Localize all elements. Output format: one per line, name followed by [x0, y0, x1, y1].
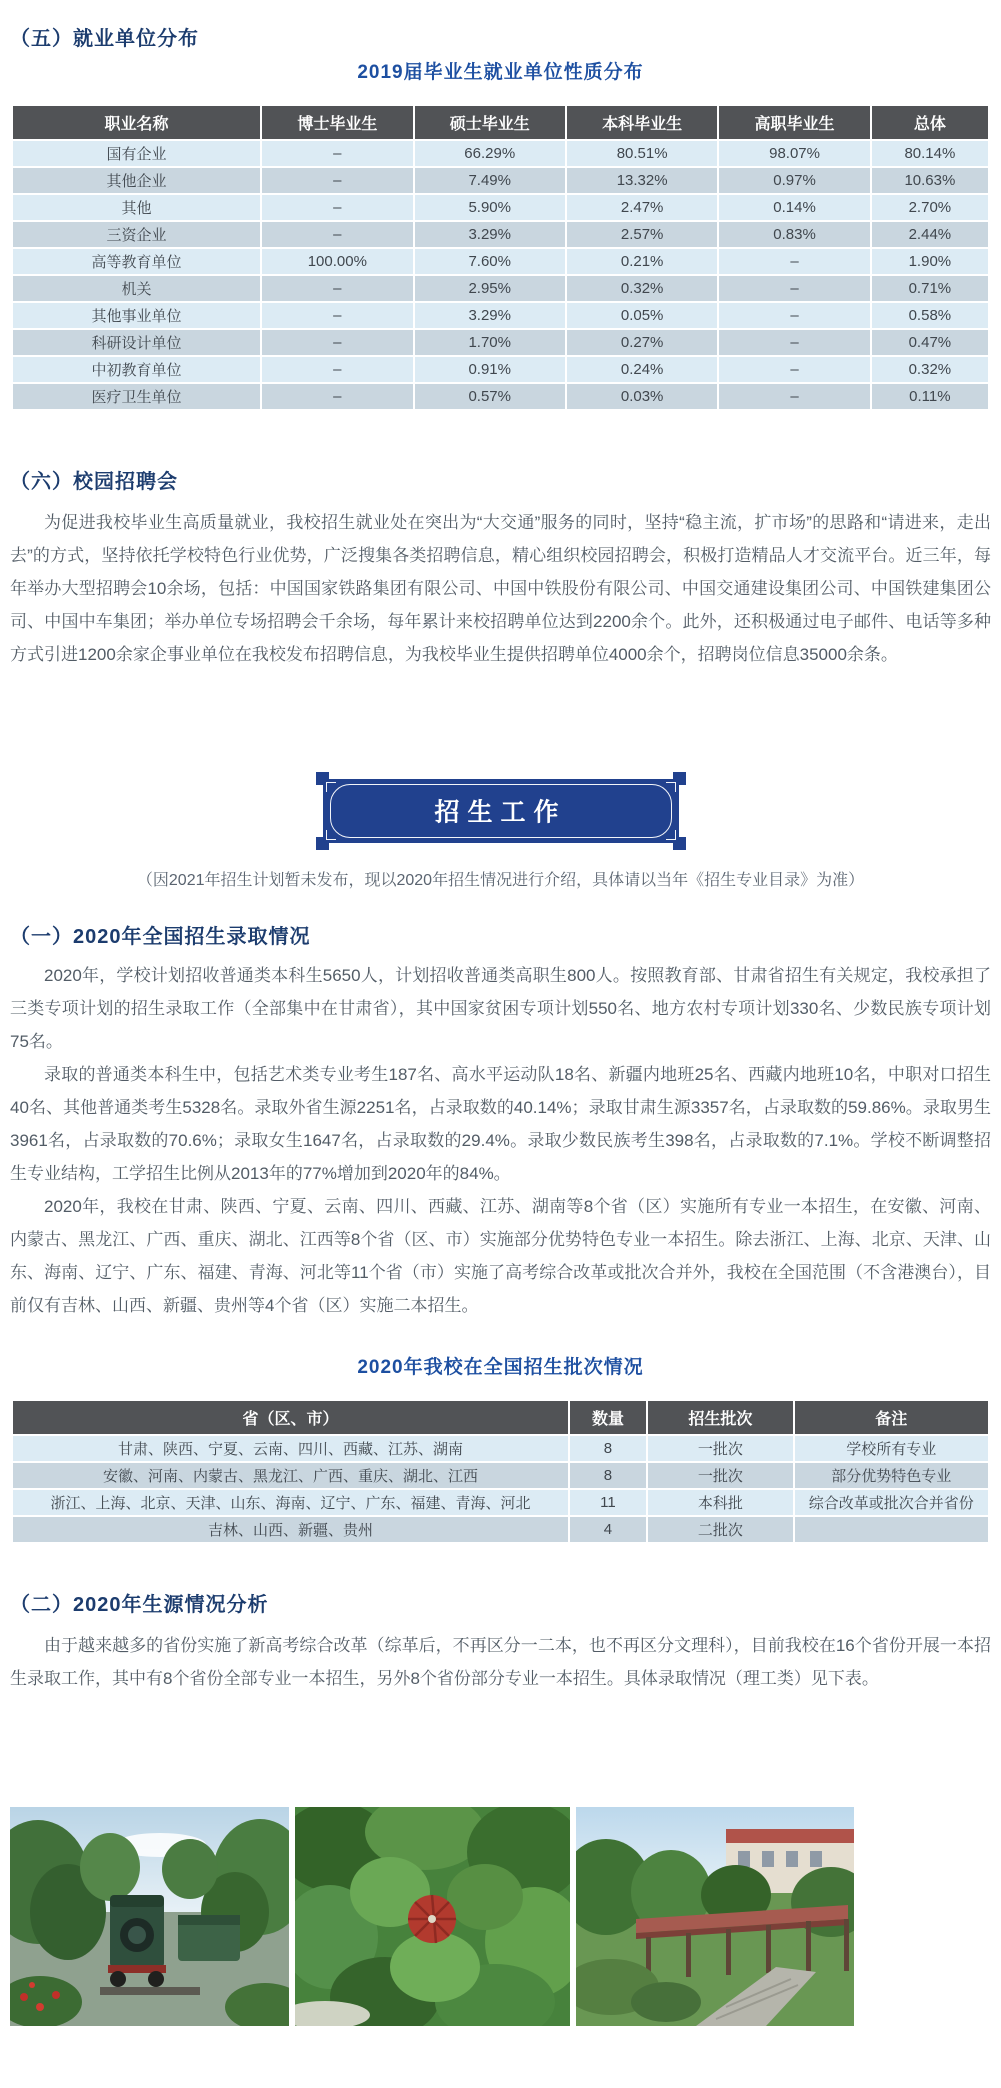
section-b-paragraph: 由于越来越多的省份实施了新高考综合改革（综革后，不再区分一二本，也不再区分文理科），目前我校在16个省份开展一本招生录取工作，其中有8个省份全部专业一本招生，另外8个省份部分专业一本招生。具体录取情况（理工类）见下表。 — [10, 1636, 991, 1688]
table-cell: 0.47% — [871, 329, 989, 356]
table-cell: 0.21% — [566, 248, 718, 275]
table-cell: 浙江、上海、北京、天津、山东、海南、辽宁、广东、福建、青海、河北 — [12, 1489, 569, 1516]
table-row — [12, 329, 989, 356]
table-cell: 0.91% — [414, 356, 566, 383]
table-cell: 0.32% — [871, 356, 989, 383]
table-cell: – — [261, 167, 413, 194]
table-cell: 1.90% — [871, 248, 989, 275]
table-cell: 0.32% — [566, 275, 718, 302]
table-row — [12, 194, 989, 221]
column-header: 备注 — [794, 1400, 989, 1435]
table-cell: 0.11% — [871, 383, 989, 410]
table-cell: – — [261, 329, 413, 356]
table1-title: 2019届毕业生就业单位性质分布 — [357, 62, 644, 83]
table-cell: 其他 — [12, 194, 261, 221]
banner-ornament-icon — [666, 782, 676, 792]
table-cell: 国有企业 — [12, 140, 261, 167]
table-row — [12, 302, 989, 329]
table-cell: 0.27% — [566, 329, 718, 356]
locomotive-photo-illustration — [10, 1807, 289, 2026]
table-cell: 0.05% — [566, 302, 718, 329]
section-a-heading: （一）2020年全国招生录取情况 — [10, 926, 311, 948]
table-cell: 2.70% — [871, 194, 989, 221]
corridor-photo-illustration — [576, 1807, 854, 2026]
table-cell: 本科批 — [647, 1489, 794, 1516]
table-cell: 5.90% — [414, 194, 566, 221]
table-cell: 2.95% — [414, 275, 566, 302]
table-cell: 一批次 — [647, 1462, 794, 1489]
column-header: 高职毕业生 — [718, 105, 870, 140]
table-cell: 吉林、山西、新疆、贵州 — [12, 1516, 569, 1543]
table-cell: 安徽、河南、内蒙古、黑龙江、广西、重庆、湖北、江西 — [12, 1462, 569, 1489]
aerial-photo-illustration — [295, 1807, 570, 2026]
section-a-paragraph-3: 2020年，我校在甘肃、陕西、宁夏、云南、四川、西藏、江苏、湖南等8个省（区）实施所有专业一本招生，在安徽、河南、内蒙古、黑龙江、广西、重庆、湖北、江西等8个省（区、市）实施部分优势特色专业一本招生。除去浙江、上海、北京、天津、山东、海南、辽宁、广东、福建、青海、河北等11个省（市）实施了高考综合改革或批次合并外，我校在全国范围（不含港澳台），目前仅有吉林、山西、新疆、贵州等4个省（区）实施二本招生。 — [10, 1197, 991, 1315]
table-cell: 0.24% — [566, 356, 718, 383]
column-header: 总体 — [871, 105, 989, 140]
table-cell: 其他事业单位 — [12, 302, 261, 329]
table-cell: 13.32% — [566, 167, 718, 194]
table-cell: – — [718, 302, 870, 329]
table-cell: 0.57% — [414, 383, 566, 410]
table-cell: 80.51% — [566, 140, 718, 167]
banner-ornament-icon — [326, 782, 336, 792]
section-a-paragraph-1: 2020年，学校计划招收普通类本科生5650人，计划招收普通类高职生800人。按照教育部、甘肃省招生有关规定，我校承担了三类专项计划的招生录取工作（全部集中在甘肃省），其中国家贫困专项计划550名、地方农村专项计划330名、少数民族专项计划75名。 — [10, 966, 991, 1051]
column-header: 数量 — [569, 1400, 647, 1435]
banner-title: 招生工作 — [434, 798, 567, 827]
table-cell: 7.60% — [414, 248, 566, 275]
table-cell: 0.83% — [718, 221, 870, 248]
table-cell: – — [261, 302, 413, 329]
table-row — [12, 1435, 989, 1462]
table-cell: 部分优势特色专业 — [794, 1462, 989, 1489]
table-row — [12, 383, 989, 410]
section-6-heading: （六）校园招聘会 — [10, 471, 178, 493]
table-cell: 二批次 — [647, 1516, 794, 1543]
table-cell: 98.07% — [718, 140, 870, 167]
table-cell: 综合改革或批次合并省份 — [794, 1489, 989, 1516]
table-cell: 医疗卫生单位 — [12, 383, 261, 410]
table-cell: 8 — [569, 1462, 647, 1489]
table-cell: 0.97% — [718, 167, 870, 194]
photo-campus-corridor — [576, 1807, 854, 2026]
table-cell: – — [261, 275, 413, 302]
table-header-row — [12, 1400, 989, 1435]
table-cell: 学校所有专业 — [794, 1435, 989, 1462]
table-cell: – — [718, 248, 870, 275]
table-cell: 3.29% — [414, 302, 566, 329]
table-cell: – — [718, 329, 870, 356]
table-cell: 11 — [569, 1489, 647, 1516]
table-cell: 0.03% — [566, 383, 718, 410]
table-cell: – — [718, 356, 870, 383]
column-header: 硕士毕业生 — [414, 105, 566, 140]
table-cell: 其他企业 — [12, 167, 261, 194]
table-row — [12, 221, 989, 248]
table-cell: – — [261, 221, 413, 248]
table-cell: 0.71% — [871, 275, 989, 302]
table-cell: 2.44% — [871, 221, 989, 248]
table-cell: 0.14% — [718, 194, 870, 221]
admission-batch-table — [11, 1399, 990, 1544]
table-cell: 三资企业 — [12, 221, 261, 248]
table-row — [12, 1516, 989, 1543]
column-header: 博士毕业生 — [261, 105, 413, 140]
banner-background — [323, 779, 679, 843]
table-cell: 4 — [569, 1516, 647, 1543]
table-cell: 甘肃、陕西、宁夏、云南、四川、西藏、江苏、湖南 — [12, 1435, 569, 1462]
admissions-banner — [323, 779, 679, 843]
table-cell: 10.63% — [871, 167, 989, 194]
table-header-row — [12, 105, 989, 140]
table2-title: 2020年我校在全国招生批次情况 — [357, 1357, 644, 1378]
campus-photo-row — [10, 1807, 854, 2026]
banner-ornament-icon — [326, 830, 336, 840]
section-a-paragraph-2: 录取的普通类本科生中，包括艺术类专业考生187名、高水平运动队18名、新疆内地班25名、西藏内地班10名，中职对口招生40名、其他普通类考生5328名。录取外省生源2251名，占录取数的40.14%；录取甘肃生源3357名，占录取数的59.86%。录取男生3961名，占录取数的70.6%；录取女生1647名，占录取数的29.4%。录取少数民族考生398名，占录取数的7.1%。学校不断调整招生专业结构，工学招生比例从2013年的77%增加到2020年的84%。 — [10, 1065, 991, 1183]
table-cell: 高等教育单位 — [12, 248, 261, 275]
table-cell: 中初教育单位 — [12, 356, 261, 383]
column-header: 招生批次 — [647, 1400, 794, 1435]
photo-campus-aerial-pavilion — [295, 1807, 570, 2026]
table-cell: 3.29% — [414, 221, 566, 248]
table-cell: 100.00% — [261, 248, 413, 275]
table-cell: 66.29% — [414, 140, 566, 167]
table-cell: 2.47% — [566, 194, 718, 221]
table-row — [12, 275, 989, 302]
column-header: 省（区、市） — [12, 1400, 569, 1435]
table-row — [12, 167, 989, 194]
table-cell: – — [261, 356, 413, 383]
banner-note: （因2021年招生计划暂未发布，现以2020年招生情况进行介绍，具体请以当年《招生专业目录》为准） — [136, 872, 865, 889]
table-row — [12, 248, 989, 275]
table-cell: 一批次 — [647, 1435, 794, 1462]
table-cell: – — [261, 140, 413, 167]
employment-unit-table — [11, 104, 990, 411]
section-6-paragraph: 为促进我校毕业生高质量就业，我校招生就业处在突出为“大交通”服务的同时，坚持“稳主流，扩市场”的思路和“请进来，走出去”的方式，坚持依托学校特色行业优势，广泛搜集各类招聘信息，精心组织校园招聘会，积极打造精品人才交流平台。近三年，每年举办大型招聘会10余场，包括：中国国家铁路集团有限公司、中国中铁股份有限公司、中国交通建设集团公司、中国铁建集团公司、中国中车集团；举办单位专场招聘会千余场，每年累计来校招聘单位达到2200余个。此外，还积极通过电子邮件、电话等多种方式引进1200余家企事业单位在我校发布招聘信息，为我校毕业生提供招聘单位4000余个，招聘岗位信息35000余条。 — [10, 513, 991, 664]
photo-campus-locomotive — [10, 1807, 289, 2026]
table-cell: 8 — [569, 1435, 647, 1462]
table-cell: 0.58% — [871, 302, 989, 329]
table-cell: 2.57% — [566, 221, 718, 248]
table-row — [12, 140, 989, 167]
column-header: 本科毕业生 — [566, 105, 718, 140]
table-row — [12, 1489, 989, 1516]
banner-ornament-icon — [666, 830, 676, 840]
table-cell: 80.14% — [871, 140, 989, 167]
table-cell: – — [718, 275, 870, 302]
section-5-heading: （五）就业单位分布 — [10, 28, 199, 50]
table-cell: – — [261, 194, 413, 221]
table-cell: – — [261, 383, 413, 410]
table-cell: 1.70% — [414, 329, 566, 356]
table-cell: 科研设计单位 — [12, 329, 261, 356]
table-row — [12, 1462, 989, 1489]
table-cell: 7.49% — [414, 167, 566, 194]
table-cell: 机关 — [12, 275, 261, 302]
table-row — [12, 356, 989, 383]
table-cell: – — [718, 383, 870, 410]
table-cell — [794, 1516, 989, 1543]
column-header: 职业名称 — [12, 105, 261, 140]
section-b-heading: （二）2020年生源情况分析 — [10, 1594, 269, 1616]
document-page — [0, 22, 1001, 2026]
